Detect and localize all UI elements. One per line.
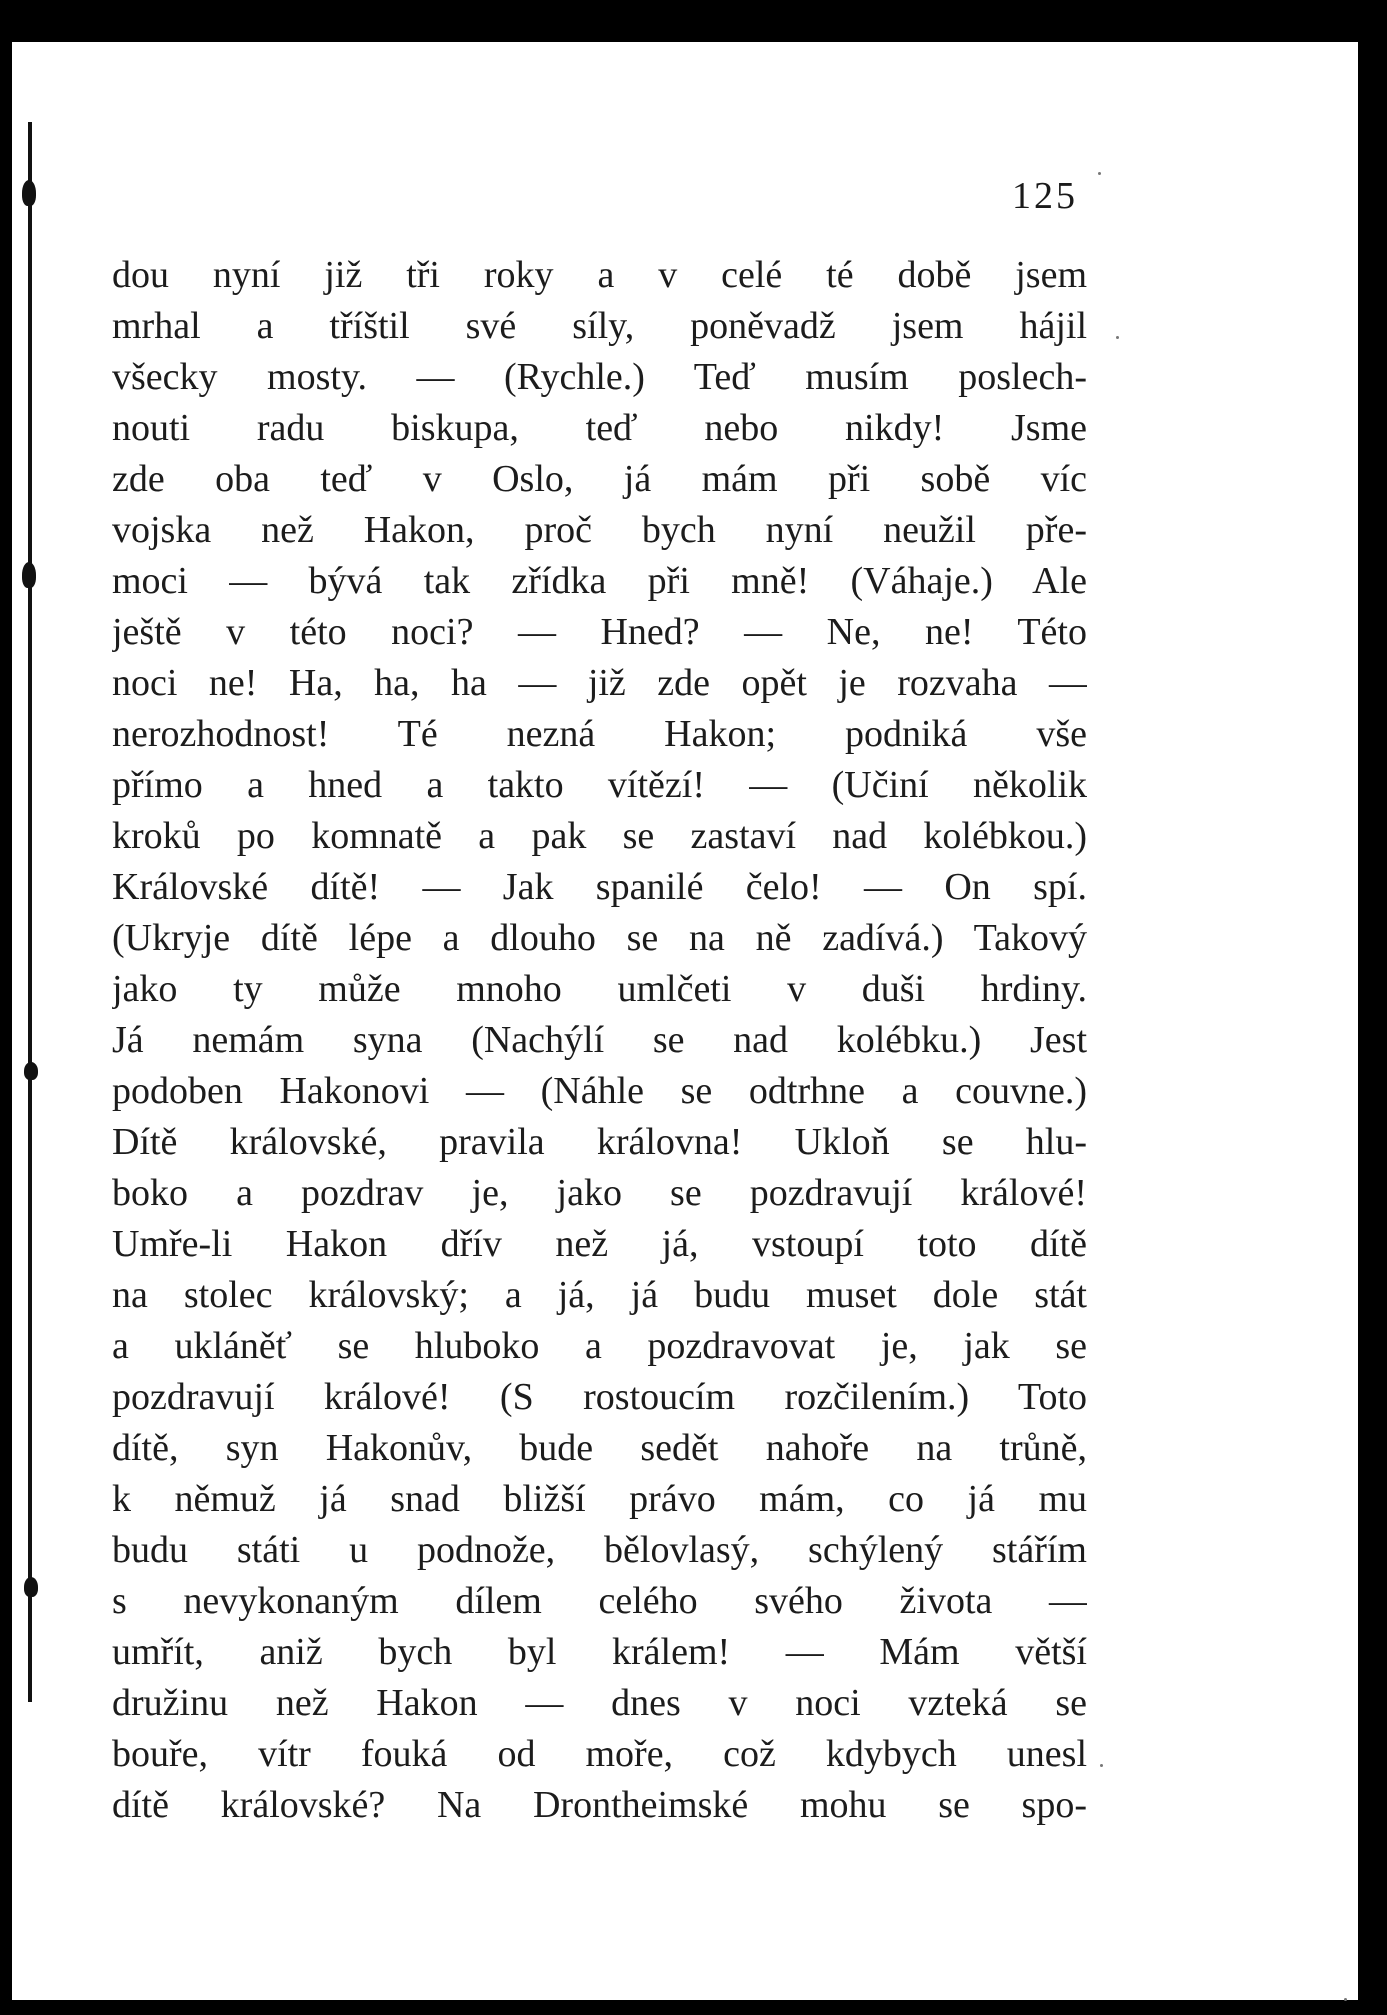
text-line: a ukláněť se hluboko a pozdravovat je, jak se [112, 1325, 1087, 1367]
paper-speck [1100, 1764, 1103, 1767]
page-number: 125 [1012, 175, 1078, 217]
text-line: nouti radu biskupa, teď nebo nikdy! Jsme [112, 407, 1087, 449]
text-line: bouře, vítr fouká od moře, což kdybych unesl [112, 1733, 1087, 1775]
text-line: přímo a hned a takto vítězí! — (Učiní několik [112, 764, 1087, 806]
text-line: ještě v této noci? — Hned? — Ne, ne! Této [112, 611, 1087, 653]
text-line: Umře-li Hakon dřív než já, vstoupí toto dítě [112, 1223, 1087, 1265]
text-line: jako ty může mnoho umlčeti v duši hrdiny. [112, 968, 1087, 1010]
binding-mark [24, 1062, 38, 1080]
text-line: podoben Hakonovi — (Náhle se odtrhne a couvne.) [112, 1070, 1087, 1112]
text-line: dítě královské? Na Dronthеimské mohu se spo- [112, 1784, 1087, 1826]
paper-speck [1116, 336, 1119, 339]
binding-mark [22, 562, 36, 588]
text-line: zde oba teď v Oslo, já mám při sobě víc [112, 458, 1087, 500]
text-line: noci ne! Ha, ha, ha — již zde opět je rozvaha — [112, 662, 1087, 704]
text-line: pozdravují králové! (S rostoucím rozčilením.) Toto [112, 1376, 1087, 1418]
text-line: boko a pozdrav je, jako se pozdravují králové! [112, 1172, 1087, 1214]
text-line: dítě, syn Hakonův, bude sedět nahoře na trůně, [112, 1427, 1087, 1469]
text-line: budu státi u podnože, bělovlasý, schýlený stářím [112, 1529, 1087, 1571]
text-line: umřít, aniž bych byl králem! — Mám větší [112, 1631, 1087, 1673]
text-line: k němuž já snad bližší právo mám, co já mu [112, 1478, 1087, 1520]
binding-edge [28, 122, 32, 1702]
text-line: kroků po komnatě a pak se zastaví nad kolébkou.) [112, 815, 1087, 857]
paper-speck [1098, 172, 1101, 175]
text-line: družinu než Hakon — dnes v noci vzteká se [112, 1682, 1087, 1724]
text-line: Já nemám syna (Nachýlí se nad kolébku.) Jest [112, 1019, 1087, 1061]
text-line: Královské dítě! — Jak spanilé čelo! — On spí. [112, 866, 1087, 908]
text-line: na stolec královský; a já, já budu muset dole stát [112, 1274, 1087, 1316]
binding-mark [24, 1577, 38, 1597]
text-line: moci — bývá tak zřídka při mně! (Váhaje.) Ale [112, 560, 1087, 602]
text-line: dou nyní již tři roky a v celé té době jsem [112, 254, 1087, 296]
text-line: s nevykonaným dílem celého svého života — [112, 1580, 1087, 1622]
text-line: Dítě královské, pravila královna! Ukloň se hlu- [112, 1121, 1087, 1163]
paper-speck [1344, 1998, 1347, 2001]
binding-mark [22, 180, 36, 206]
text-line: nerozhodnost! Té nezná Hakon; podniká vše [112, 713, 1087, 755]
text-line: mrhal a tříštil své síly, poněvadž jsem hájil [112, 305, 1087, 347]
page-body-text [112, 250, 1087, 1831]
text-line: všecky mosty. — (Rychle.) Teď musím poslech- [112, 356, 1087, 398]
text-line: (Ukryje dítě lépe a dlouho se na ně zadívá.) Takový [112, 917, 1087, 959]
book-page [12, 42, 1358, 2000]
text-line: vojska než Hakon, proč bych nyní neužil pře- [112, 509, 1087, 551]
